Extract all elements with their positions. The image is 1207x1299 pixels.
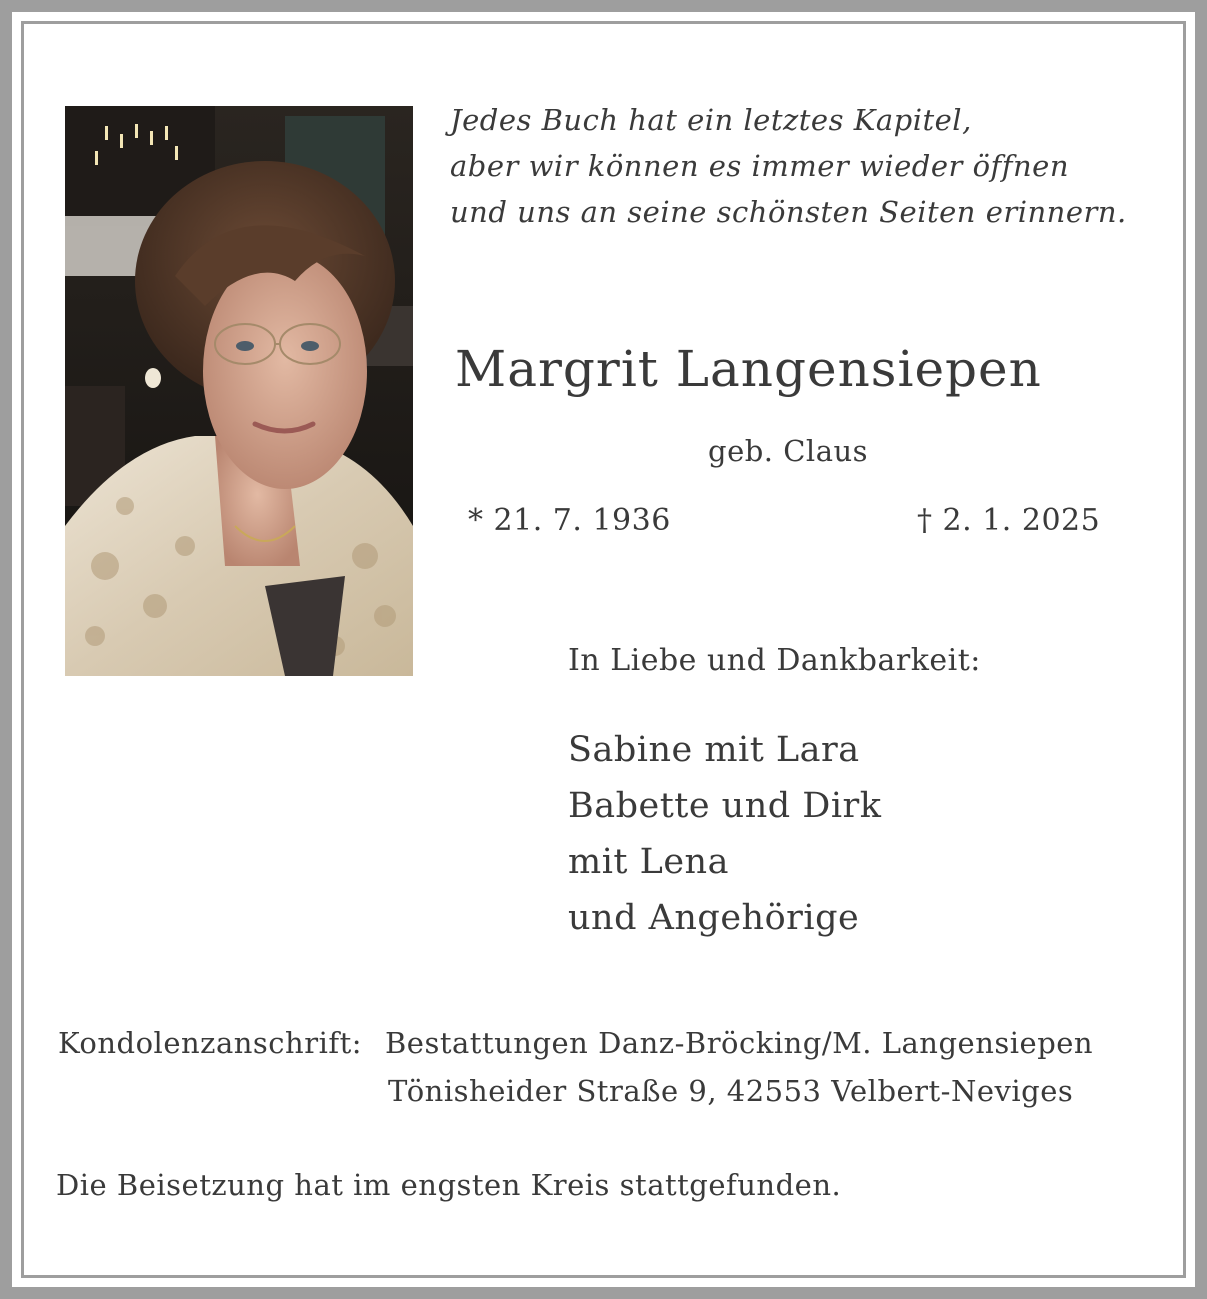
condolence-label: Kondolenzanschrift:	[58, 1026, 363, 1060]
mourner-line: Babette und Dirk	[568, 786, 882, 826]
portrait-photo	[65, 106, 413, 676]
quote-line-1: Jedes Buch hat ein letztes Kapitel,	[450, 103, 972, 137]
quote-line-3: und uns an seine schönsten Seiten erinnern.	[450, 195, 1127, 229]
quote-line-2: aber wir können es immer wieder öffnen	[450, 149, 1070, 183]
birth-date: * 21. 7. 1936	[468, 503, 671, 538]
condolence-address-line-1: Bestattungen Danz-Bröcking/M. Langensiepen	[385, 1026, 1094, 1060]
mourner-line: mit Lena	[568, 842, 729, 882]
burial-note: Die Beisetzung hat im engsten Kreis stattgefunden.	[56, 1168, 842, 1202]
deceased-name: Margrit Langensiepen	[455, 340, 1042, 398]
mourner-line: und Angehörige	[568, 898, 860, 938]
death-date: † 2. 1. 2025	[917, 503, 1101, 538]
mourner-line: Sabine mit Lara	[568, 730, 860, 770]
maiden-name: geb. Claus	[708, 434, 869, 468]
condolence-address-line-2: Tönisheider Straße 9, 42553 Velbert-Neviges	[388, 1074, 1074, 1108]
mourners-intro: In Liebe und Dankbarkeit:	[568, 643, 981, 678]
